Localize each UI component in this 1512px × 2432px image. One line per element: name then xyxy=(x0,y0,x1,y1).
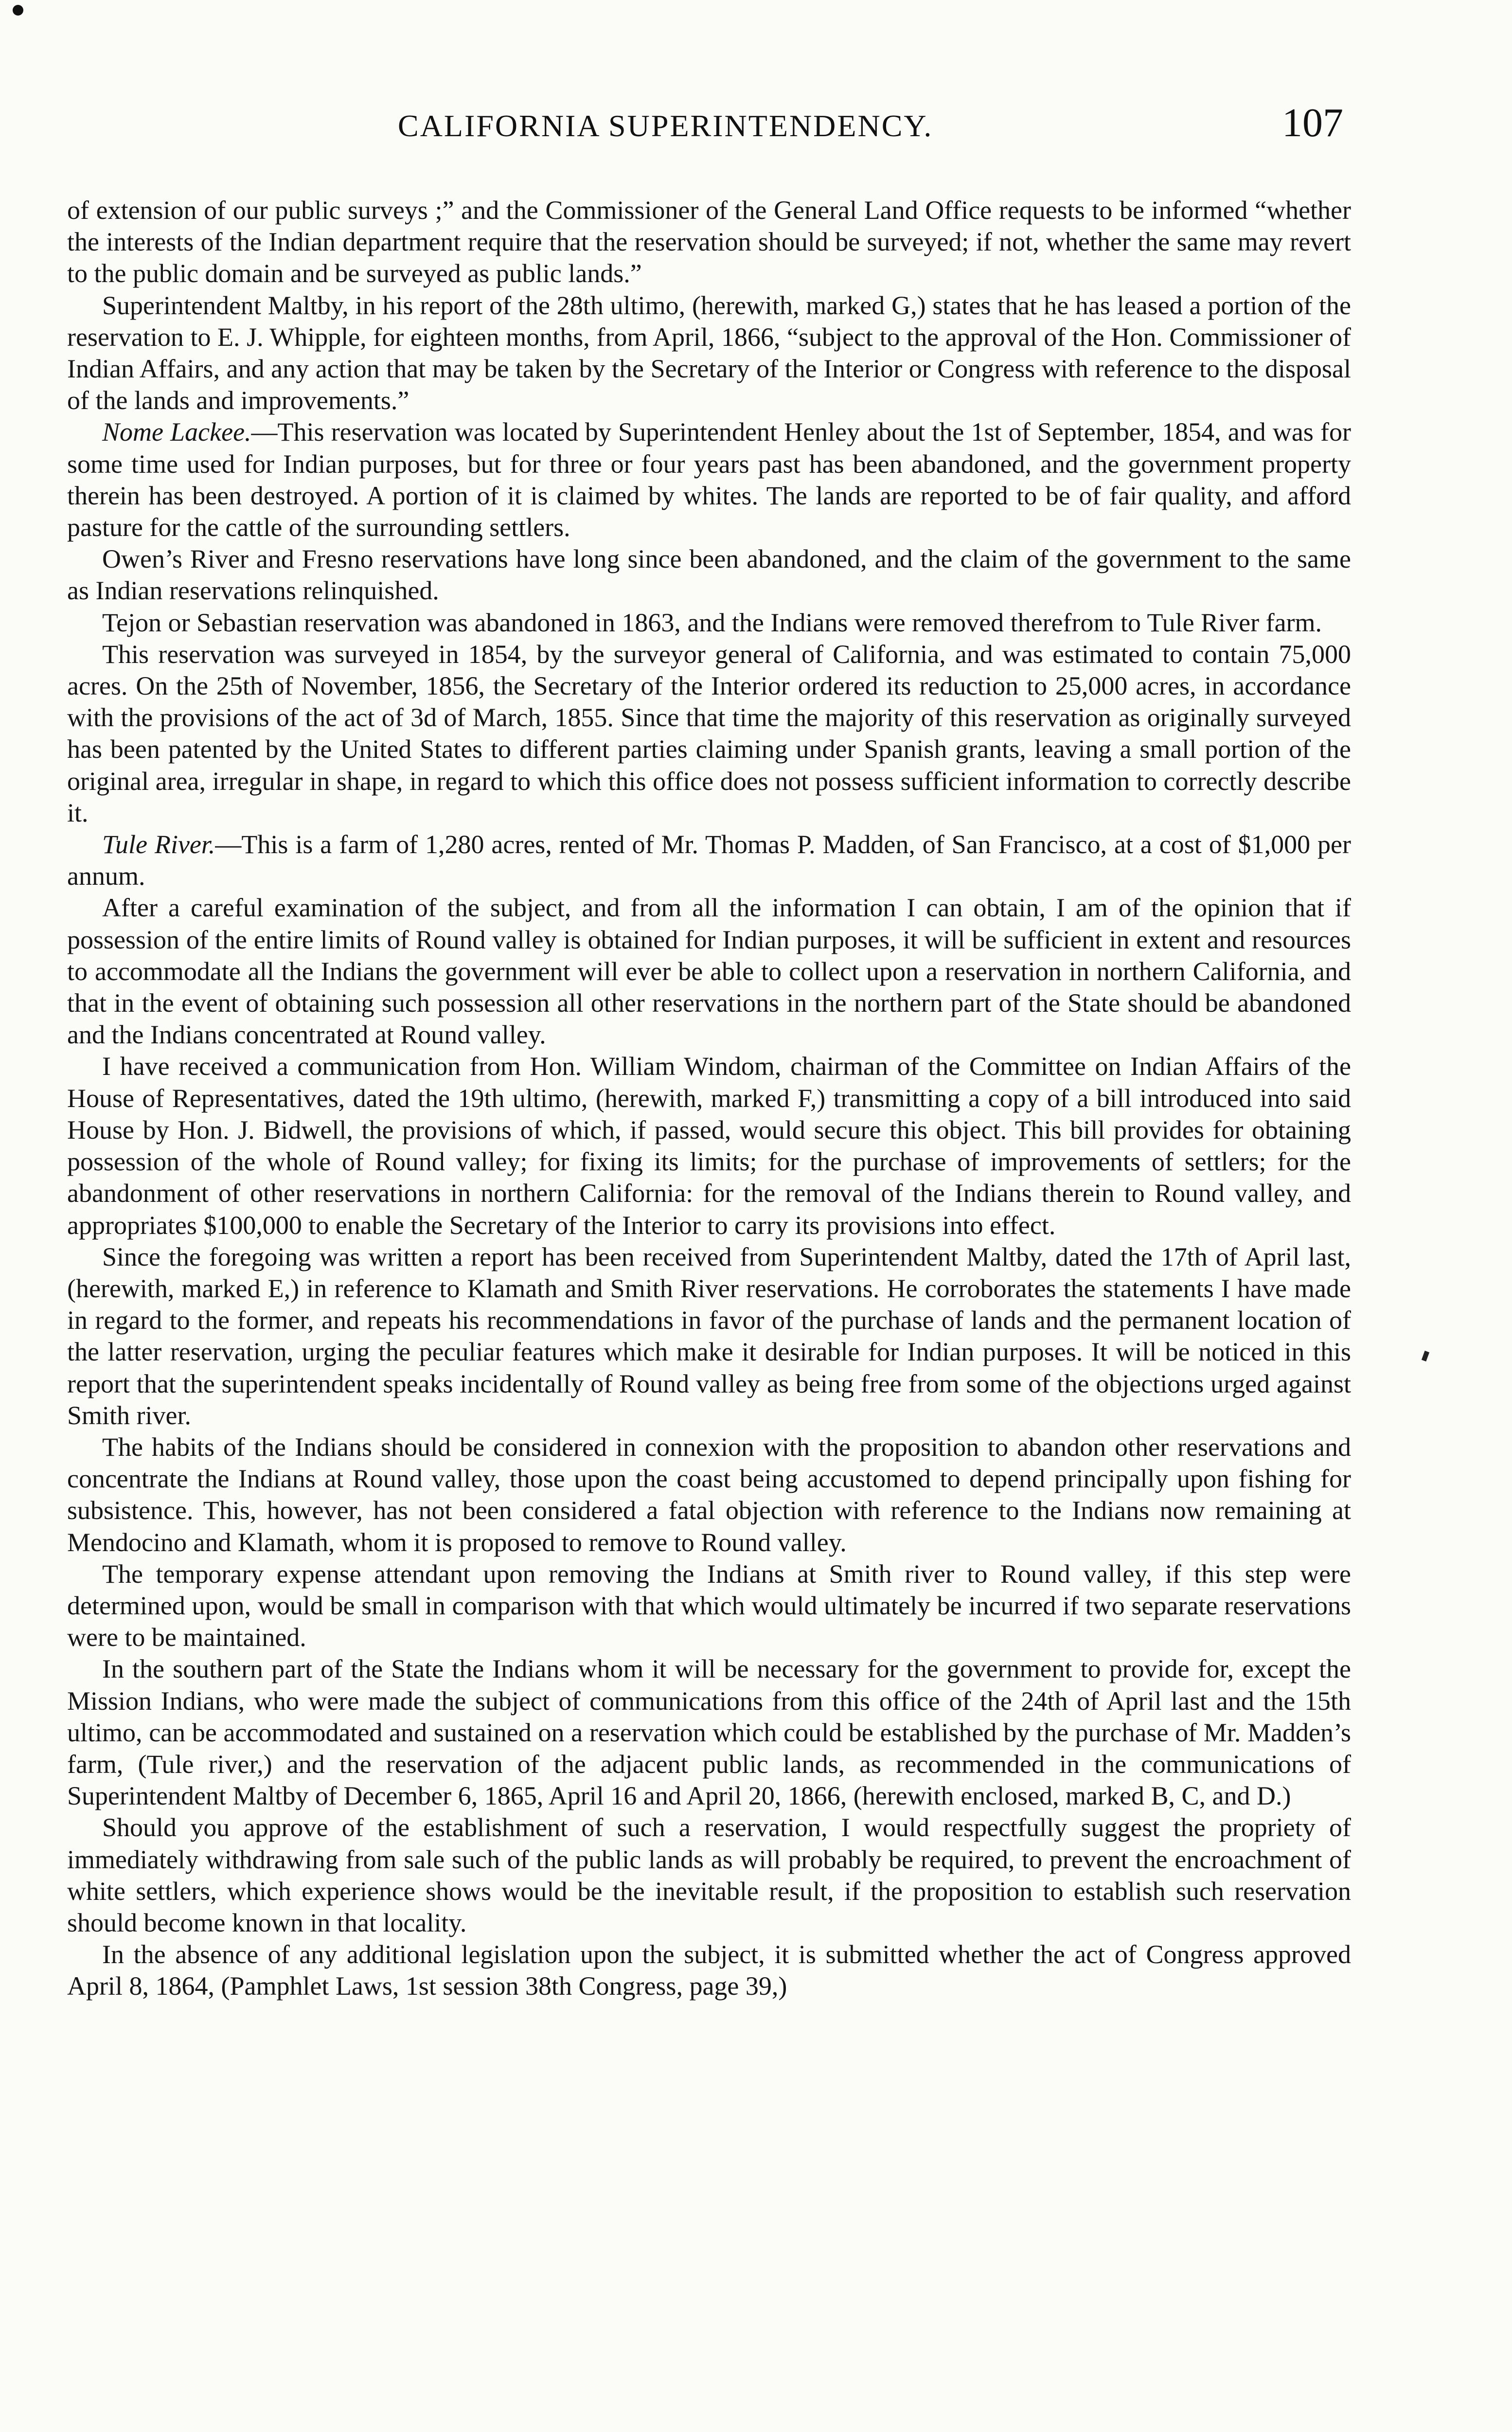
paragraph-15: In the absence of any additional legislation upon the subject, it is submitted whether the act of Congress approved April 8, 1864, (Pamphlet Laws, 1st session 38th Congress, page 39,) xyxy=(67,1940,1351,2001)
paragraph-3-text: —This reservation was located by Superintendent Henley about the 1st of September, 1854, and was for some time used for Indian purposes, but for three or four years past has been abandoned, and the government property therein has been destroyed. A portion of it is claimed by whites. The lands are reported to be of fair quality, and afford pasture for the cattle of the surrounding settlers. xyxy=(67,417,1352,542)
paragraph-5: Tejon or Sebastian reservation was abandoned in 1863, and the Indians were removed therefrom to Tule River farm. xyxy=(102,608,1322,637)
running-head: CALIFORNIA SUPERINTENDENCY. xyxy=(398,108,933,143)
section-heading-nome-lackee: Nome Lackee. xyxy=(102,417,251,447)
paragraph-8: After a careful examination of the subject, and from all the information I can obtain, I am of the opinion that if possession of the entire limits of Round valley is obtained for Indian purposes, it will be sufficient in extent and resources to accommodate all the Indians the government will ever be able to collect upon a reservation in northern California, and that in the event of obtaining such possession all other reservations in the northern part of the State should be abandoned and the Indians concentrated at Round valley. xyxy=(67,893,1351,1050)
paragraph-12: The temporary expense attendant upon removing the Indians at Smith river to Round valley, if this step were determined upon, would be small in comparison with that which would ultimately be incurred if two separate reservations were to be maintained. xyxy=(67,1559,1351,1652)
paragraph-2: Superintendent Maltby, in his report of the 28th ultimo, (herewith, marked G,) states that he has leased a portion of the reservation to E. J. Whipple, for eighteen months, from April, 1866, “subject to the approval of the Hon. Commissioner of Indian Affairs, and any action that may be taken by the Secretary of the Interior or Congress with reference to the disposal of the lands and improvements.” xyxy=(67,290,1351,415)
page-number: 107 xyxy=(1282,100,1343,145)
paragraph-14: Should you approve of the establishment of such a reservation, I would respectfully suggest the propriety of immediately withdrawing from sale such of the public lands as will probably be required, to prevent the encroachment of white settlers, which experience shows would be the inevitable result, if the proposition to establish such reservation should become known in that locality. xyxy=(67,1813,1351,1937)
paragraph-3 xyxy=(67,416,1351,543)
body-text xyxy=(67,195,1351,2003)
paragraph-11: The habits of the Indians should be considered in connexion with the proposition to abandon other reservations and concentrate the Indians at Round valley, those upon the coast being accustomed to depend principally upon fishing for subsistence. This, however, has not been considered a fatal objection with reference to the Indians now remaining at Mendocino and Klamath, whom it is proposed to remove to Round valley. xyxy=(67,1432,1351,1557)
paragraph-9: I have received a communication from Hon. William Windom, chairman of the Committee on Indian Affairs of the House of Representatives, dated the 19th ultimo, (herewith, marked F,) transmitting a copy of a bill introduced into said House by Hon. J. Bidwell, the provisions of which, if passed, would secure this object. This bill provides for obtaining possession of the whole of Round valley; for fixing its limits; for the purchase of improvements of settlers; for the abandonment of other reservations in northern California: for the removal of the Indians therein to Round valley, and appropriates $100,000 to enable the Secretary of the Interior to carry its provisions into effect. xyxy=(67,1052,1351,1240)
paragraph-7 xyxy=(67,829,1351,892)
paragraph-13: In the southern part of the State the Indians whom it will be necessary for the government to provide for, except the Mission Indians, who were made the subject of communications from this office of the 24th of April last and the 15th ultimo, can be accommodated and sustained on a reservation which could be established by the purchase of Mr. Madden’s farm, (Tule river,) and the reservation of the adjacent public lands, as recommended in the communications of Superintendent Maltby of December 6, 1865, April 16 and April 20, 1866, (herewith enclosed, marked B, C, and D.) xyxy=(67,1654,1351,1811)
paragraph-10: Since the foregoing was written a report has been received from Superintendent Maltby, dated the 17th of April last, (herewith, marked E,) in reference to Klamath and Smith River reservations. He corroborates the statements I have made in regard to the former, and repeats his recommendations in favor of the purchase of lands and the permanent location of the latter reservation, urging the peculiar features which make it desirable for Indian purposes. It will be noticed in this report that the superintendent speaks incidentally of Round valley as being free from some of the objections urged against Smith river. xyxy=(67,1242,1351,1430)
paragraph-6: This reservation was surveyed in 1854, by the surveyor general of California, and was estimated to contain 75,000 acres. On the 25th of November, 1856, the Secretary of the Interior ordered its reduction to 25,000 acres, in accordance with the provisions of the act of 3d of March, 1855. Since that time the majority of this reservation as originally surveyed has been patented by the United States to different parties claiming under Spanish grants, leaving a small portion of the original area, irregular in shape, in regard to which this office does not possess sufficient information to correctly describe it. xyxy=(67,639,1351,827)
stray-ink-mark xyxy=(1422,1351,1429,1361)
ink-dot-mark xyxy=(13,5,23,16)
paragraph-7-text: —This is a farm of 1,280 acres, rented of Mr. Thomas P. Madden, of San Francisco, at a cost of $1,000 per annum. xyxy=(67,830,1351,891)
paragraph-4: Owen’s River and Fresno reservations have long since been abandoned, and the claim of the government to the same as Indian reservations relinquished. xyxy=(67,544,1351,606)
paragraph-1: of extension of our public surveys ;” and the Commissioner of the General Land Office requests to be informed “whether the interests of the Indian department require that the reservation should be surveyed; if not, whether the same may revert to the public domain and be surveyed as public lands.” xyxy=(67,196,1351,288)
section-heading-tule-river: Tule River. xyxy=(102,830,215,859)
